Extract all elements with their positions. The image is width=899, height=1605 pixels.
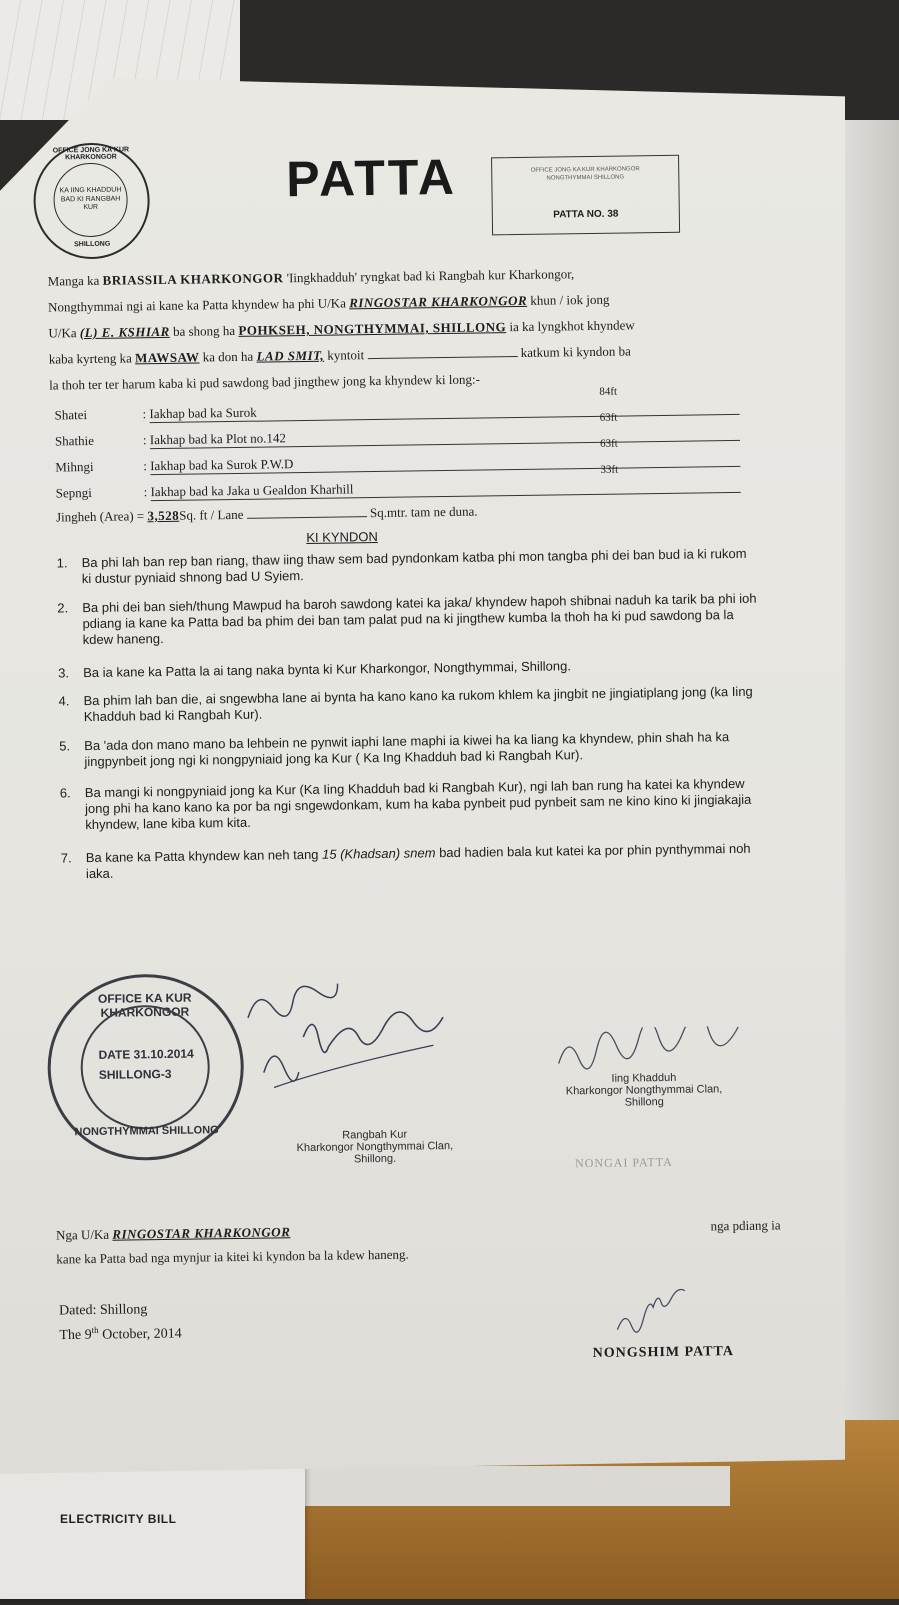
condition-number: 5. bbox=[59, 738, 71, 754]
faint-stamp-text: NONGAI PATTA bbox=[574, 1154, 673, 1171]
signature-rangbah-kur bbox=[232, 975, 464, 1108]
condition-text: Ba mangi ki nongpyniaid jong ka Kur (Ka Iing Khadduh bad ki Rangbah Kur), ngi lah ban rung ha katei ka khyndew jong phi ha kano kano ka por ba ngi sngewdonkam, kum ha kaba pynbeit pud pynbeit sam ne kino kino ki jingiakajia khyndew, lane kiba kum kita. bbox=[84, 775, 752, 833]
office-stamp-text: OFFICE JONG KA KUR KHARKONGOR NONGTHYMMAI SHILLONG bbox=[530, 166, 640, 182]
text: kaba kyrteng ka bbox=[48, 350, 136, 367]
grantee-name: RINGOSTAR KHARKONGOR bbox=[349, 292, 528, 311]
condition-text bbox=[86, 841, 761, 882]
condition-number: 7. bbox=[60, 850, 72, 866]
intro-line-3 bbox=[48, 317, 634, 341]
text: ba shong ha bbox=[169, 322, 239, 339]
text: kyntoit bbox=[324, 347, 365, 363]
text: katkum ki kyndon ba bbox=[520, 343, 631, 360]
condition-text: Ba phi lah ban rep ban riang, thaw iing thaw sem bad pyndonkam katba phi mon tangba phi dei ban bud ia ki rukom ki dustur pyniaid shnong bad U Syiem. bbox=[81, 545, 747, 587]
boundary-row bbox=[54, 385, 744, 428]
electricity-bill-label: ELECTRICITY BILL bbox=[60, 1512, 177, 1526]
document-title: PATTA bbox=[285, 148, 458, 208]
text: The 9 bbox=[59, 1327, 92, 1344]
boundary-label: Shatei bbox=[54, 407, 88, 423]
dated-date bbox=[59, 1324, 182, 1344]
condition-text: Ba phim lah ban die, ai sngewbha lane ai bynta ha kano kano ka rukom khlem ka jingbit ne jingiatiplang jong (ka Iing Khadduh bad ki Rangbah Kur). bbox=[83, 683, 753, 725]
signatory-clan: Kharkongor Nongthymmai Clan, bbox=[296, 1139, 454, 1155]
clan-seal-ring-top: OFFICE JONG KA KUR KHARKONGOR bbox=[52, 146, 130, 162]
boundary-label: Sepngi bbox=[55, 484, 92, 501]
boundary-measure: 63ft bbox=[599, 411, 618, 424]
clan-seal-ring-bottom: SHILLONG bbox=[74, 240, 111, 249]
condition-text: Ba 'ada don mano mano ba lehbein ne pynwit iaphi lane maphi ia kiwei ha ka liang ka khyndew, phin shah ha ka jingpynbeit jong ngi ki nongpyniaid jong ka Kur ( Ka Ing Khadduh bad ki Rangbah Kur). bbox=[84, 729, 730, 770]
condition-number: 6. bbox=[59, 785, 71, 801]
acknowledgement-line-2: kane ka Patta bad nga mynjur ia kitei ki kyndon ba la kdew haneng. bbox=[56, 1246, 409, 1267]
area-label: Jingheh (Area) = bbox=[55, 508, 148, 525]
condition-text: Ba ia kane ka Patta la ai tang naka bynta ki Kur Kharkongor, Nongthymmai, Shillong. bbox=[83, 658, 572, 681]
condition-item bbox=[60, 840, 761, 882]
signature-iing-khadduh bbox=[553, 1025, 784, 1078]
signatory-rangbah-kur bbox=[295, 1128, 455, 1166]
condition-item bbox=[58, 656, 758, 681]
boundary-value: : Iakhap bad ka Surok P.W.D bbox=[143, 456, 294, 474]
plot-location: LAD SMIT, bbox=[256, 347, 325, 364]
condition-text: Ba phi dei ban sieh/thung Mawpud ha baroh sawdong katei ka jaka/ khyndew hapoh shibnai naduh ka tarik ba phi ioh pdiang ia kane ka Patta bad ba phim dei ban tam palat pud na ki jingthew kumba la thoh ha ki pud sawdong ba la kdew haneng. bbox=[82, 590, 757, 648]
residence: POHKSEH, NONGTHYMMAI, SHILLONG bbox=[238, 319, 507, 338]
boundary-measure: 84ft bbox=[599, 385, 618, 398]
condition-number: 4. bbox=[58, 693, 70, 709]
stamp-date: DATE 31.10.2014 bbox=[98, 1046, 194, 1062]
signatory-place: Shillong bbox=[624, 1096, 664, 1109]
signatory-title: Iing Khadduh bbox=[611, 1071, 677, 1085]
boundary-measure: 63ft bbox=[599, 437, 618, 450]
intro-line-1 bbox=[48, 266, 575, 289]
boundary-value: : Iakhap bad ka Jaka u Gealdon Kharhill bbox=[143, 481, 354, 500]
boundary-label: Mihngi bbox=[55, 458, 94, 475]
receiver-label: NONGSHIM PATTA bbox=[592, 1344, 735, 1362]
office-stamp bbox=[46, 973, 245, 1162]
boundary-label: Shathie bbox=[54, 432, 95, 449]
condition-number: 2. bbox=[57, 600, 69, 616]
text: Nga U/Ka bbox=[55, 1226, 113, 1243]
condition-item bbox=[57, 590, 757, 648]
dated-place: Dated: Shillong bbox=[58, 1302, 148, 1319]
text: U/Ka bbox=[48, 325, 80, 341]
area-value: 3,528 bbox=[147, 507, 180, 524]
intro-line-2 bbox=[48, 292, 610, 316]
intro-line-5: la thoh ter ter harum kaba ki pud sawdong bad jingthew jong ka khyndew ki long:- bbox=[49, 371, 480, 393]
condition-item bbox=[56, 545, 757, 587]
condition-item bbox=[59, 729, 759, 770]
plot-name: MAWSAW bbox=[134, 349, 200, 366]
text: nga pdiang ia bbox=[710, 1217, 781, 1234]
clan-seal bbox=[33, 142, 151, 260]
signatory-clan: Kharkongor Nongthymmai Clan, bbox=[565, 1083, 723, 1098]
text: ia ka lyngkhot khyndew bbox=[506, 317, 635, 335]
blank-line bbox=[247, 516, 367, 519]
area-unit: Sq. ft / Lane bbox=[179, 506, 244, 523]
text: Nongthymmai ngi ai kane ka Patta khyndew ha phi U/Ka bbox=[47, 295, 350, 315]
intro-line-4 bbox=[49, 343, 631, 367]
signatory-place: Shillong. bbox=[353, 1152, 397, 1166]
validity-period: 15 (Khadsan) snem bbox=[321, 845, 436, 862]
patta-number: PATTA NO. 38 bbox=[553, 208, 619, 221]
area-sqm: Sq.mtr. tam ne duna. bbox=[369, 503, 478, 521]
text: Manga ka bbox=[47, 272, 103, 289]
condition-item bbox=[59, 775, 760, 833]
condition-number: 3. bbox=[58, 665, 70, 681]
acknowledging-name: RINGOSTAR KHARKONGOR bbox=[112, 1224, 291, 1242]
text: October, 2014 bbox=[98, 1326, 182, 1343]
text: 'Iingkhadduh' ryngkat bad ki Rangbah kur Kharkongor, bbox=[283, 266, 575, 286]
grantor-name: BRIASSILA KHARKONGOR bbox=[102, 270, 284, 288]
text: bad hadien bala kut katei ka por phin pynthymmai noh iaka. bbox=[85, 840, 751, 882]
blank-line bbox=[368, 356, 518, 359]
text: Ba kane ka Patta khyndew kan neh tang bbox=[85, 846, 323, 866]
condition-item bbox=[58, 683, 758, 725]
patta-number-box bbox=[491, 155, 680, 236]
area-line bbox=[56, 504, 478, 526]
text: khun / iok jong bbox=[527, 291, 610, 308]
acknowledgement-line-1 bbox=[56, 1217, 781, 1243]
boundary-value: : Iakhap bad ka Plot no.142 bbox=[142, 430, 287, 448]
stamp-ring-top: OFFICE KA KUR KHARKONGOR bbox=[97, 990, 192, 1020]
boundary-value: : Iakhap bad ka Surok bbox=[142, 404, 257, 422]
conditions-title: KI KYNDON bbox=[306, 528, 378, 545]
stamp-ring-bottom: NONGTHYMMAI SHILLONG bbox=[74, 1124, 219, 1139]
clan-seal-center: KA IING KHADDUH BAD KI RANGBAH KUR bbox=[53, 162, 128, 237]
parent-name: (L) E. KSHIAR bbox=[79, 323, 170, 341]
text: th bbox=[91, 1324, 99, 1336]
boundary-measure: 33ft bbox=[600, 463, 619, 476]
text: ka don ha bbox=[199, 348, 257, 365]
condition-number: 1. bbox=[56, 555, 68, 571]
signatory-title: Rangbah Kur bbox=[342, 1128, 408, 1142]
signatory-iing-khadduh bbox=[554, 1071, 734, 1110]
signature-receiver bbox=[612, 1289, 703, 1340]
stamp-place: SHILLONG-3 bbox=[98, 1066, 172, 1082]
